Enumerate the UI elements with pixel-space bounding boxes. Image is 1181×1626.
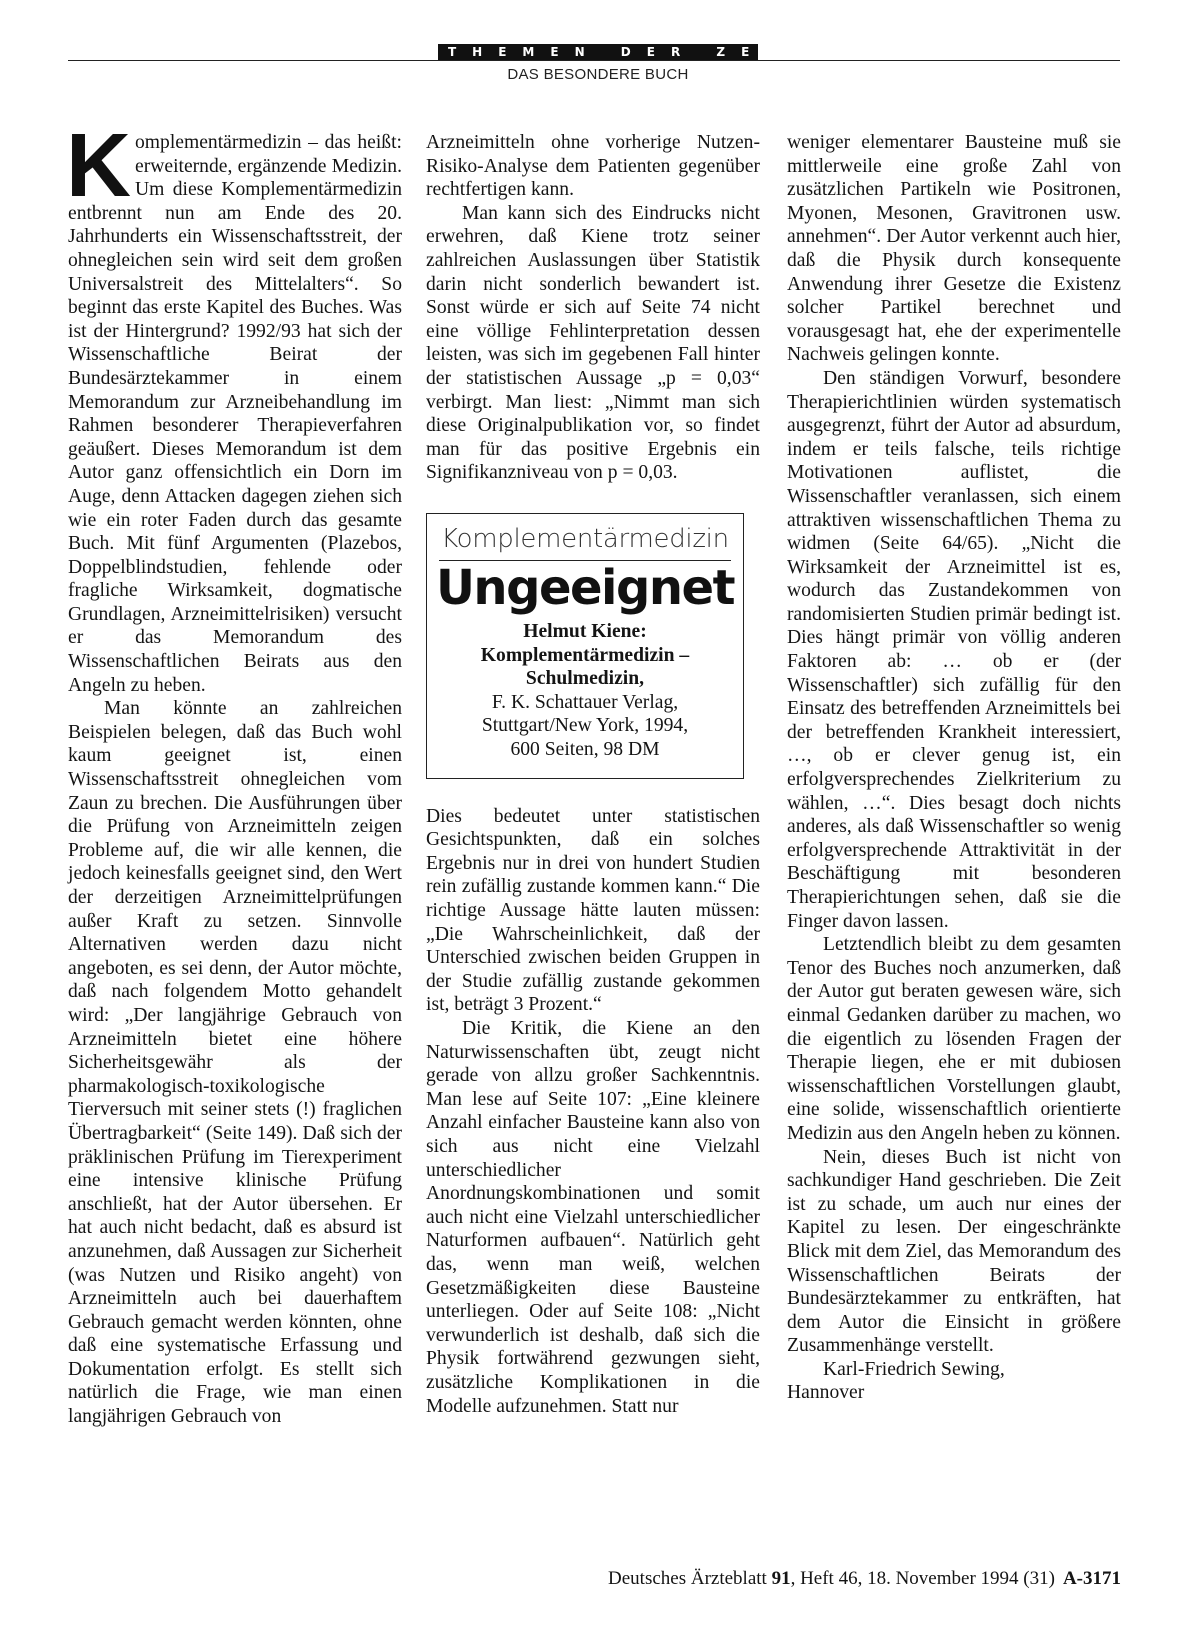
paragraph: Arzneimitteln ohne vorherige Nutzen-Risiko-Analyse dem Patienten gegenüber rechtfertigen kann. <box>426 132 760 201</box>
journal-volume: 91 <box>771 1568 791 1589</box>
article-headline: Ungeeignet <box>435 559 735 616</box>
subsection-label: DAS BESONDERE BUCH <box>507 66 689 83</box>
page-footer <box>608 1568 1121 1590</box>
issue-date: , Heft 46, 18. November 1994 (31) <box>790 1568 1055 1589</box>
paragraph: Die Kritik, die Kiene an den Naturwissenschaften übt, zeugt nicht gerade von allzu großer Sachkenntnis. Man lese auf Seite 107: „Eine kleinere Anzahl einfacher Bausteine kann also von sich aus nicht eine Vielzahl unterschiedlicher Anordnungskombinationen und somit auch nicht eine Vielzahl unterschiedlicher Naturformen aufbauen“. Natürlich geht das, wenn man weiß, welchen Gesetzmäßigkeiten diese Bausteine unterliegen. Oder auf Seite 108: „Nicht verwunderlich ist deshalb, daß sich die Physik fortwährend gezwungen sieht, zusätzliche Komplikationen in die Modelle aufzunehmen. Statt nur <box>426 1018 760 1417</box>
book-info-box <box>426 513 744 779</box>
drop-cap: K <box>66 116 131 216</box>
author-city: Hannover <box>787 1382 865 1404</box>
paragraph: Man könnte an zahlreichen Beispielen belegen, daß das Buch wohl kaum geeignet ist, einen Wissenschaftsstreit ohnegleichen vom Zaun zu brechen. Die Ausführungen über die Prüfung von Arzneimitteln zeigen Probleme auf, die wir alle kennen, die jedoch keinesfalls geeignet sind, den Wert der derzeitigen Arzneimittelprüfungen außer Kraft zu setzen. Sinnvolle Alternativen werden dazu nicht angeboten, es sei denn, der Autor möchte, daß nach folgendem Motto gehandelt wird: „Der langjährige Gebrauch von Arzneimitteln bietet eine höhere Sicherheitsgewähr als der pharmakologisch-toxikologische Tierversuch mit seiner stets (!) fraglichen Übertragbarkeit“ (Seite 149). Daß sich der präklinischen Prüfung im Tierexperiment eine intensive klinische Prüfung anschließt, hat der Autor übersehen. Er hat auch nicht bedacht, daß es absurd ist anzunehmen, daß Aussagen zur Sicherheit (was Nutzen und Risiko angeht) von Arzneimitteln auch bei dauerhaftem Gebrauch gemacht werden könnten, ohne daß eine systematische Erfassung und Dokumentation erfolgt. Es stellt sich natürlich die Frage, wie man einen langjährigen Gebrauch von <box>68 698 402 1428</box>
article-column-3 <box>787 131 1121 1405</box>
article-column-1 <box>66 116 402 1429</box>
article-column-2 <box>426 131 760 1418</box>
box-kicker: Komplementärmedizin <box>439 528 731 561</box>
section-label: THEMEN DER ZEIT <box>438 44 758 60</box>
page-number: A-3171 <box>1062 1568 1121 1589</box>
book-author: Helmut Kiene: <box>523 621 647 643</box>
book-publisher: F. K. Schattauer Verlag, <box>491 691 679 713</box>
author-signature <box>787 1358 1121 1405</box>
paragraph <box>66 116 402 697</box>
author-name: Karl-Friedrich Sewing, <box>823 1358 1005 1380</box>
paragraph: Den ständigen Vorwurf, besondere Therapierichtlinien würden systematisch ausgegrenzt, führt der Autor ad absurdum, indem er teils falsche, teils richtige Motivationen auflistet, die Wissenschaftler veranlassen, sich einem attraktiven wissenschaftlichen Thema zu widmen (Seite 64/65). „Nicht die Wirksamkeit der Arzneimittel ist es, wodurch das Zustandekommen von randomisierten Studien primär bedingt ist. Dies hängt primär von völlig anderen Faktoren ab: … ob er (der Wissenschaftler) sich zufällig für den Einsatz des betreffenden Arzneimittels bei der betreffenden Krankheit interessiert, …, ob er clever genug ist, ein erfolgversprechendes Zielkriterium zu wählen, …“. Dies besagt doch nichts anderes, als daß Wissenschaftler so wenig erfolgversprechende Attraktivität in der Beschäftigung mit besonderen Therapierichtungen sehen, daß sie die Finger davon lassen. <box>787 367 1121 932</box>
paragraph-text: omplementärmedizin – das heißt: erweiternde, ergänzende Medizin. Um diese Komplementärmedizin entbrennt nun am Ende des 20. Jahrhunderts ein Wissenschaftsstreit, der ohnegleichen sein wird seit dem großen Universalstreit des Mittelalters“. So beginnt das erste Kapitel des Buches. Was ist der Hintergrund? 1992/93 hat sich der Wissenschaftliche Beirat der Bundesärztekammer in einem Memorandum zur Arzneibehandlung im Rahmen besonderer Therapieverfahren geäußert. Dieses Memorandum ist dem Autor ganz offensichtlich ein Dorn im Auge, denn Attacken dagegen ziehen sich wie ein roter Faden durch das gesamte Buch. Mit fünf Argumenten (Plazebos, Doppelblindstudien, fehlende oder fragliche Wirksamkeit, dogmatische Grundlagen, Arzneimittelrisiken) versucht er das Memorandum des Wissenschaftlichen Beirats aus den Angeln zu heben. <box>68 132 402 696</box>
book-title-line: Schulmedizin, <box>525 668 645 690</box>
book-title-line: Komplementärmedizin – <box>480 644 690 666</box>
paragraph: weniger elementarer Bausteine muß sie mittlerweile eine große Zahl von zusätzlichen Partikeln wie Positronen, Myonen, Mesonen, Gravitronen usw. annehmen“. Der Autor verkennt auch hier, daß die Physik durch konsequente Anwendung ihrer Gesetze die Existenz solcher Partikel berechnet und vorausgesagt hat, ehe der experimentelle Nachweis gelingen konnte. <box>787 132 1121 366</box>
paragraph: Man kann sich des Eindrucks nicht erwehren, daß Kiene trotz seiner zahlreichen Auslassungen über Statistik darin nicht sonderlich bewandert ist. Sonst würde er sich auf Seite 74 nicht eine völlige Fehlinterpretation dessen leisten, was sich im gegebenen Fall hinter der statistischen Aussage „p = 0,03“ verbirgt. Man liest: „Nimmt man sich diese Originalpublikation vor, so findet man für das positive Ergebnis ein Signifikanzniveau von p = 0,03. <box>426 202 760 484</box>
paragraph: Nein, dieses Buch ist nicht von sachkundiger Hand geschrieben. Die Zeit ist zu schade, um auch nur eines der Kapitel zu lesen. Der eingeschränkte Blick mit dem Ziel, das Memorandum des Wissenschaftlichen Beirats der Bundesärztekammer zu entkräften, hat dem Autor die Einsicht in größere Zusammenhänge verstellt. <box>787 1146 1121 1357</box>
header-rule <box>68 60 1120 61</box>
paragraph: Dies bedeutet unter statistischen Gesichtspunkten, daß ein solches Ergebnis nur in drei von hundert Studien rein zufällig zustande kommen kann.“ Die richtige Aussage hätte lauten müssen: „Die Wahrscheinlichkeit, daß der Unterschied zwischen beiden Gruppen in der Studie zufällig zustande gekommen ist, beträgt 3 Prozent.“ <box>426 805 760 1016</box>
book-pages-price: 600 Seiten, 98 DM <box>510 739 660 761</box>
journal-name: Deutsches Ärzteblatt <box>608 1568 767 1589</box>
book-place-year: Stuttgart/New York, 1994, <box>481 715 689 737</box>
paragraph: Letztendlich bleibt zu dem gesamten Tenor des Buches noch anzumerken, daß der Autor gut beraten gewesen wäre, sich einmal Gedanken darüber zu machen, wo die eigentlich zu lösenden Fragen der Therapie liegen, ehe er mit dubiosen wissenschaftlichen Vorstellungen glaubt, eine solide, wissenschaftlich orientierte Medizin aus den Angeln heben zu können. <box>787 934 1121 1144</box>
